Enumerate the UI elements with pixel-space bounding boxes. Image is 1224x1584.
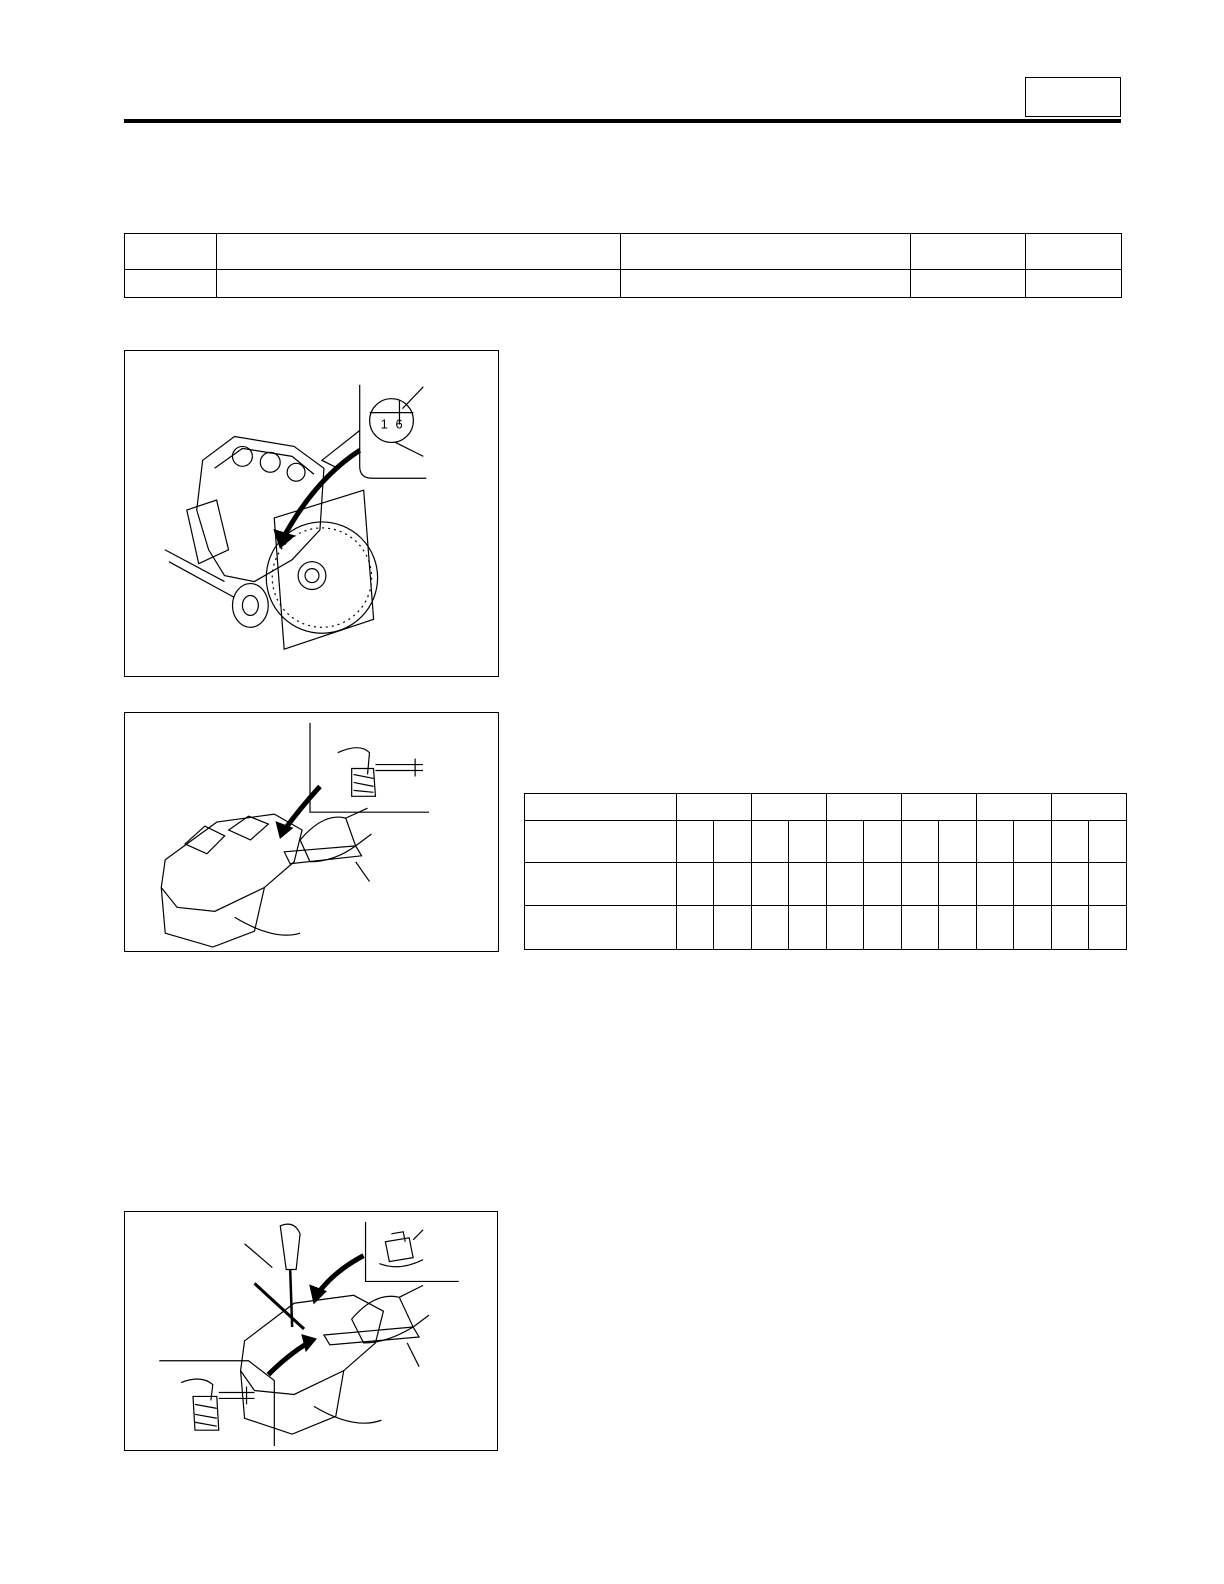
valve-clearance-table [524, 793, 1127, 950]
table-cell [864, 863, 902, 906]
leader-line [407, 1343, 419, 1367]
table-cell [677, 821, 714, 863]
table-row [525, 906, 1127, 950]
table-cell [977, 906, 1014, 950]
table-row [525, 821, 1127, 863]
table-cell [939, 863, 977, 906]
table-cell [911, 234, 1026, 270]
table-cell [525, 906, 677, 950]
table-cell [939, 906, 977, 950]
hand [352, 1296, 413, 1343]
inset-frame [310, 723, 429, 812]
wrench [254, 1283, 304, 1329]
locknut-detail [385, 1238, 413, 1262]
table-cell [1026, 270, 1122, 298]
flywheel-ring-gear [272, 528, 371, 627]
table-cell [125, 270, 217, 298]
figure-valve-clearance-adjustment [124, 712, 499, 952]
flywheel-hub [298, 562, 326, 590]
table-cell [714, 863, 752, 906]
valve-spring-detail [193, 1396, 219, 1430]
table-cell [752, 821, 789, 863]
engine-side-cover [187, 500, 229, 564]
table-row [525, 863, 1127, 906]
table-cell [902, 906, 939, 950]
leader-line [402, 387, 423, 409]
table-cell [752, 906, 789, 950]
table-cell [864, 906, 902, 950]
pointer-arrow [268, 1343, 308, 1375]
table-cell [1052, 794, 1127, 821]
hand [280, 1224, 300, 1269]
table-cell [525, 794, 677, 821]
table-cell [714, 821, 752, 863]
table-cell [789, 863, 827, 906]
table-cell [977, 794, 1052, 821]
table-cell [827, 821, 864, 863]
flywheel [266, 522, 377, 633]
table-cell [977, 821, 1014, 863]
crank-pulley-hub [242, 595, 258, 615]
table-cell [677, 906, 714, 950]
table-cell [1014, 863, 1052, 906]
cylinder-bore [260, 452, 280, 472]
timing-mark-label: 1 [380, 416, 388, 432]
engine-block [241, 1371, 344, 1434]
leader-line [413, 1230, 423, 1240]
pointer-arrow [318, 1256, 364, 1294]
leader-line [395, 442, 423, 456]
header-rule [124, 119, 1121, 123]
table-cell [1014, 906, 1052, 950]
table-cell [911, 270, 1026, 298]
timing-gauge-circle [370, 399, 414, 443]
spec-table [124, 233, 1122, 298]
table-cell [1014, 821, 1052, 863]
table-cell [1052, 821, 1089, 863]
table-cell [1026, 234, 1122, 270]
arrow-head [302, 1335, 316, 1351]
table-cell [789, 821, 827, 863]
table-cell [621, 234, 911, 270]
flywheel-housing [274, 490, 373, 649]
rocker-arm-detail [181, 1379, 213, 1400]
table-cell [525, 863, 677, 906]
table-row [525, 794, 1127, 821]
table-cell [1052, 906, 1089, 950]
table-cell [525, 821, 677, 863]
section-tab [1025, 77, 1121, 117]
spring-coils [195, 1404, 217, 1426]
table-cell [714, 906, 752, 950]
engine-contour [235, 917, 300, 935]
timing-mark-label: 6 [395, 416, 403, 432]
figure-flywheel-timing-mark [124, 350, 499, 677]
table-cell [217, 234, 621, 270]
engine-block [161, 888, 264, 948]
table-cell [1089, 863, 1127, 906]
spring-coils [354, 774, 374, 792]
table-row [125, 234, 1122, 270]
table-cell [977, 863, 1014, 906]
hand-sleeve [346, 808, 372, 846]
table-cell [752, 794, 827, 821]
leader-line [356, 862, 370, 882]
table-cell [939, 821, 977, 863]
table-cell [902, 863, 939, 906]
table-cell [864, 821, 902, 863]
table-cell [827, 794, 902, 821]
table-row [125, 270, 1122, 298]
hand [300, 817, 356, 862]
table-cell [827, 906, 864, 950]
table-cell [1089, 906, 1127, 950]
table-cell [827, 863, 864, 906]
table-cell [1089, 821, 1127, 863]
crank-pulley [232, 584, 268, 628]
leader-line [245, 1244, 273, 1268]
cylinder-bore [232, 446, 252, 466]
table-cell [902, 821, 939, 863]
table-cell [125, 234, 217, 270]
table-cell [1052, 863, 1089, 906]
cylinder-bore [287, 463, 305, 481]
engine-base-line [169, 562, 235, 598]
table-cell [902, 794, 977, 821]
table-cell [621, 270, 911, 298]
engine-base-line [165, 550, 225, 582]
figure-adjusting-screw-locknut [124, 1211, 498, 1451]
table-cell [677, 794, 752, 821]
cylinder-head [241, 1295, 384, 1394]
flywheel-center [305, 569, 319, 583]
table-cell [677, 863, 714, 906]
table-cell [789, 906, 827, 950]
rocker-arm-detail [338, 748, 370, 775]
table-cell [752, 863, 789, 906]
table-cell [217, 270, 621, 298]
